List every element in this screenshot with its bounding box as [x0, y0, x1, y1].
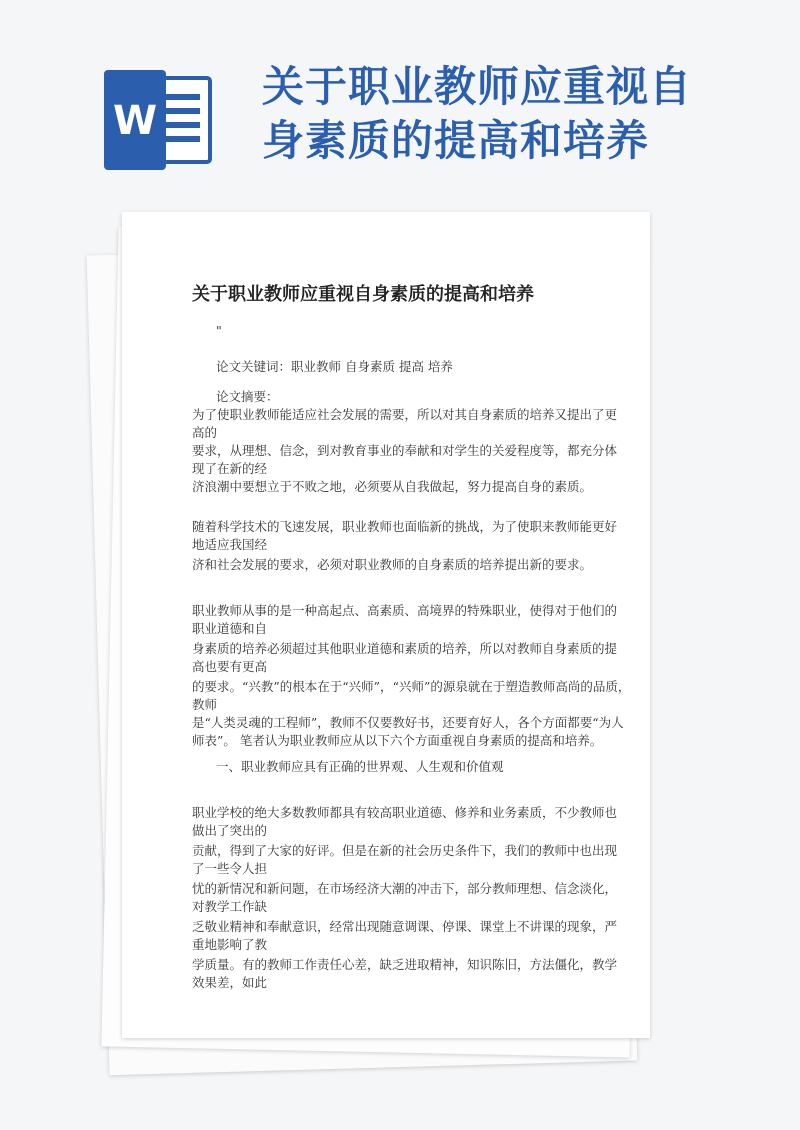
- body-line: 贡献，得到了大家的好评。但是在新的社会历史条件下，我们的教师中也出现: [192, 843, 618, 858]
- body-line: 效果差，如此: [192, 975, 268, 990]
- body-line: 职业道德和自: [192, 621, 268, 636]
- body-line: 职业学校的绝大多数教师都具有较高职业道德、修养和业务素质，不少教师也: [192, 805, 618, 820]
- abstract-label: 论文摘要：: [216, 389, 279, 404]
- body-line: 对教学工作缺: [192, 899, 268, 914]
- body-line: 做出了突出的: [192, 823, 268, 838]
- section-heading: 一、职业教师应具有正确的世界观、人生观和价值观: [216, 759, 504, 774]
- quote-mark: ": [216, 323, 222, 338]
- body-line: 要求，从理想、信念，到对教育事业的奉献和对学生的关爱程度等，都充分体: [192, 443, 618, 458]
- body-line: 重地影响了教: [192, 937, 268, 952]
- body-line: 随着科学技术的飞速发展，职业教师也面临新的挑战，为了使职来教师能更好: [192, 519, 618, 534]
- body-line: 是“人类灵魂的工程师”，教师不仅要教好书，还要育好人，各个方面都要“为人: [192, 715, 624, 730]
- keywords-line: 论文关键词：职业教师 自身素质 提高 培养: [216, 359, 453, 374]
- body-line: 济浪潮中要想立于不败之地，必须要从自我做起，努力提高自身的素质。: [192, 479, 593, 494]
- body-line: 的要求。“兴教”的根本在于“兴师”，“兴师”的源泉就在于塑造教师高尚的品质，: [192, 679, 631, 694]
- body-line: 了一些令人担: [192, 861, 268, 876]
- header-title-line-2: 身素质的提高和培养: [262, 116, 650, 165]
- body-line: 职业教师从事的是一种高起点、高素质、高境界的特殊职业，使得对于他们的: [192, 603, 618, 618]
- body-line: 地适应我国经: [192, 537, 268, 552]
- body-line: 教师: [192, 697, 218, 712]
- body-line: 身素质的培养必须超过其他职业道德和素质的培养，所以对教师自身素质的提: [192, 641, 618, 656]
- document-page: [122, 212, 650, 1038]
- header-title: [262, 60, 722, 168]
- body-line: 学质量。有的教师工作责任心差，缺乏进取精神，知识陈旧，方法僵化，教学: [192, 957, 618, 972]
- body-line: 高也要有更高: [192, 659, 268, 674]
- body-line: 现了在新的经: [192, 461, 268, 476]
- body-line: 乏敬业精神和奉献意识，经常出现随意调课、停课、课堂上不讲课的现象，严: [192, 919, 618, 934]
- word-logo-letter: W: [112, 98, 158, 144]
- body-line: 高的: [192, 425, 218, 440]
- body-line: 忧的新情况和新问题，在市场经济大潮的冲击下，部分教师理想、信念淡化，: [192, 881, 618, 896]
- header-title-line-1: 关于职业教师应重视自: [262, 62, 693, 111]
- body-line: 为了使职业教师能适应社会发展的需要，所以对其自身素质的培养又提出了更: [192, 407, 618, 422]
- document-title: 关于职业教师应重视自身素质的提高和培养: [192, 284, 534, 305]
- body-line: 济和社会发展的要求，必须对职业教师的自身素质的培养提出新的要求。: [192, 557, 593, 572]
- word-icon: [104, 70, 216, 170]
- body-line: 师表”。 笔者认为职业教师应从以下六个方面重视自身素质的提高和培养。: [192, 733, 603, 748]
